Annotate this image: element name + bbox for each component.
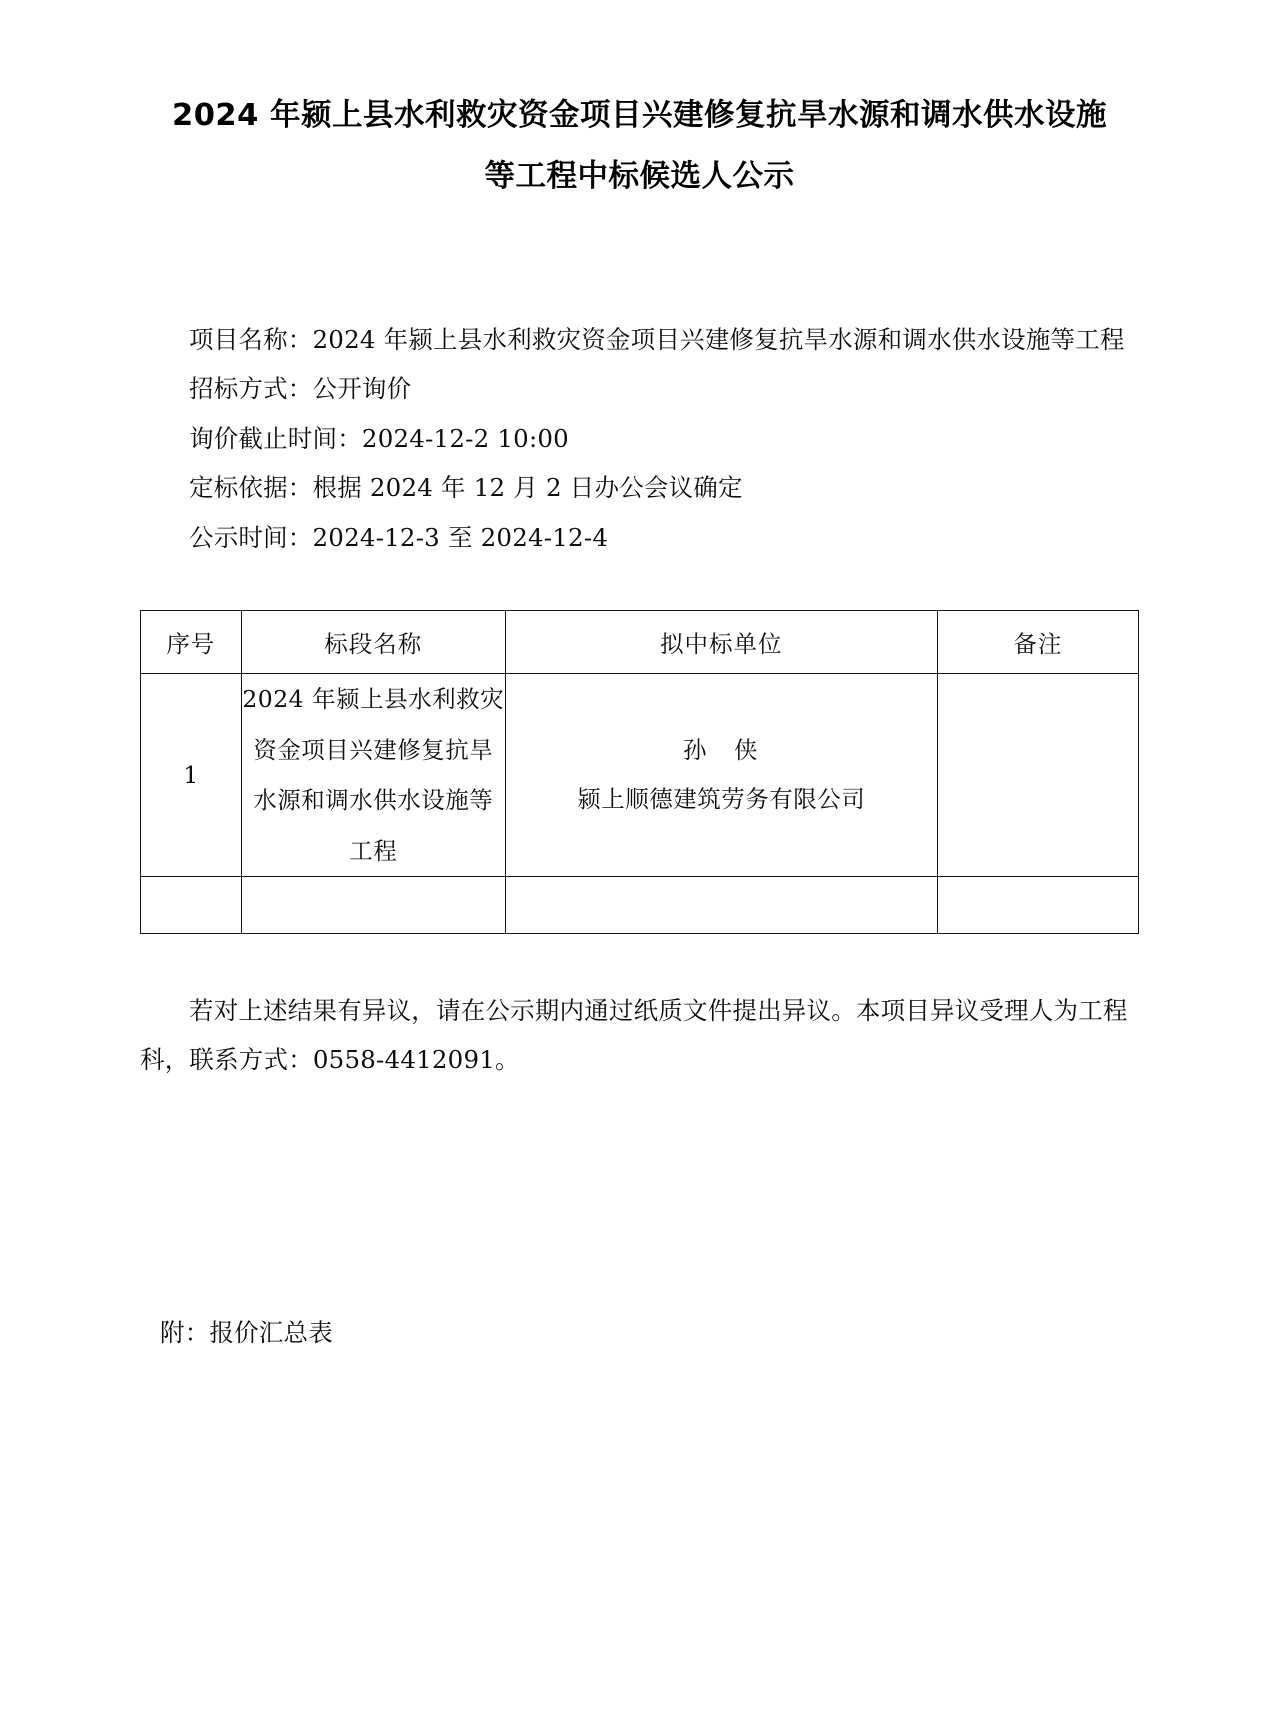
cell-no: 1 <box>141 674 242 877</box>
cell-winner-company: 颍上顺德建筑劳务有限公司 <box>577 785 866 814</box>
meta-row-bid-method <box>140 364 1139 413</box>
table-header-no: 序号 <box>141 611 242 674</box>
meta-row-basis <box>140 463 1139 512</box>
table-row <box>141 674 1139 877</box>
cell-winner <box>505 674 937 877</box>
meta-row-deadline <box>140 414 1139 463</box>
meta-row-project-name <box>140 315 1139 364</box>
page-title-line-2: 等工程中标候选人公示 <box>484 159 795 195</box>
meta-label-basis: 定标依据： <box>189 473 313 503</box>
objection-notice <box>140 986 1139 1084</box>
table-header-winner: 拟中标单位 <box>505 611 937 674</box>
meta-label-publicity-period: 公示时间： <box>189 522 313 552</box>
meta-value-publicity-period: 2024-12-3 至 2024-12-4 <box>312 522 609 552</box>
meta-value-bid-method: 公开询价 <box>312 374 412 404</box>
project-meta <box>140 315 1139 562</box>
meta-value-project-name: 2024 年颍上县水利救灾资金项目兴建修复抗旱水源和调水供水设施等工程 <box>312 324 1125 354</box>
cell-winner <box>505 877 937 934</box>
cell-section-name <box>241 877 505 934</box>
table-header-section-name: 标段名称 <box>241 611 505 674</box>
page-title-line-1: 2024 年颍上县水利救灾资金项目兴建修复抗旱水源和调水供水设施 <box>171 98 1107 133</box>
meta-row-publicity-period <box>140 513 1139 562</box>
table-header-note: 备注 <box>937 611 1138 674</box>
objection-notice-text: 若对上述结果有异议，请在公示期内通过纸质文件提出异议。本项目异议受理人为工程科，联系方式：0558-4412091。 <box>140 996 1128 1075</box>
cell-no <box>141 877 242 934</box>
table-header-row <box>141 611 1139 674</box>
cell-note <box>937 674 1138 877</box>
meta-label-deadline: 询价截止时间： <box>189 423 362 453</box>
page-title <box>150 86 1129 207</box>
meta-value-basis: 根据 2024 年 12 月 2 日办公会议确定 <box>312 473 743 503</box>
meta-label-bid-method: 招标方式： <box>189 374 313 404</box>
cell-note <box>937 877 1138 934</box>
candidate-table <box>140 610 1139 934</box>
meta-label-project-name: 项目名称： <box>189 324 313 354</box>
cell-winner-person: 孙 侠 <box>683 736 768 765</box>
meta-value-deadline: 2024-12-2 10:00 <box>361 423 569 453</box>
attachment-line: 附：报价汇总表 <box>160 1318 333 1348</box>
cell-section-name: 2024 年颍上县水利救灾资金项目兴建修复抗旱水源和调水供水设施等工程 <box>241 674 505 877</box>
table-row <box>141 877 1139 934</box>
